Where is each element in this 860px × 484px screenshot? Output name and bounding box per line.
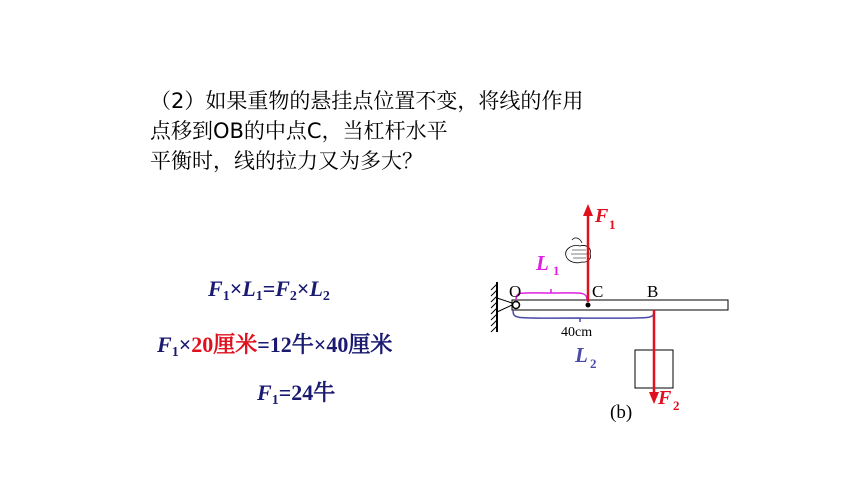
point-C: [586, 303, 591, 308]
distance-label: 40cm: [561, 325, 593, 340]
F1-letter: F: [595, 205, 609, 227]
figure-caption: (b): [610, 402, 633, 423]
L1-brace: [516, 289, 587, 300]
L2-letter: L: [575, 343, 588, 367]
F1-subscript: 1: [609, 217, 616, 232]
F2-letter: F: [658, 387, 672, 409]
F2-subscript: 2: [673, 398, 680, 413]
pivot-O: [513, 302, 520, 309]
L1-letter: L: [536, 251, 549, 275]
F1-arrowhead: [583, 204, 593, 216]
label-O: O: [509, 282, 522, 301]
equation-substitution: $F_1\times 20$厘米=12牛×40厘米: [157, 332, 393, 360]
question-line-2: 点移到OB的中点C，当杠杆水平: [150, 119, 448, 143]
L1-subscript: 1: [553, 263, 560, 278]
L2-subscript: 2: [590, 356, 597, 371]
highlight-value: 20厘米: [191, 332, 258, 357]
question-line-3: 平衡时，线的拉力又为多大？: [150, 149, 423, 173]
lever-bar: [512, 300, 728, 310]
label-C: C: [592, 282, 604, 301]
equation-lever-principle: $F_1\times L_1=F_2\times L_2$: [208, 276, 330, 304]
label-B: B: [647, 282, 659, 301]
question-line-1: （2）如果重物的悬挂点位置不变，将线的作用: [150, 89, 584, 113]
L2-brace: [513, 310, 654, 322]
wall: [491, 282, 497, 332]
equation-result: $F_1=24$牛: [257, 380, 336, 408]
